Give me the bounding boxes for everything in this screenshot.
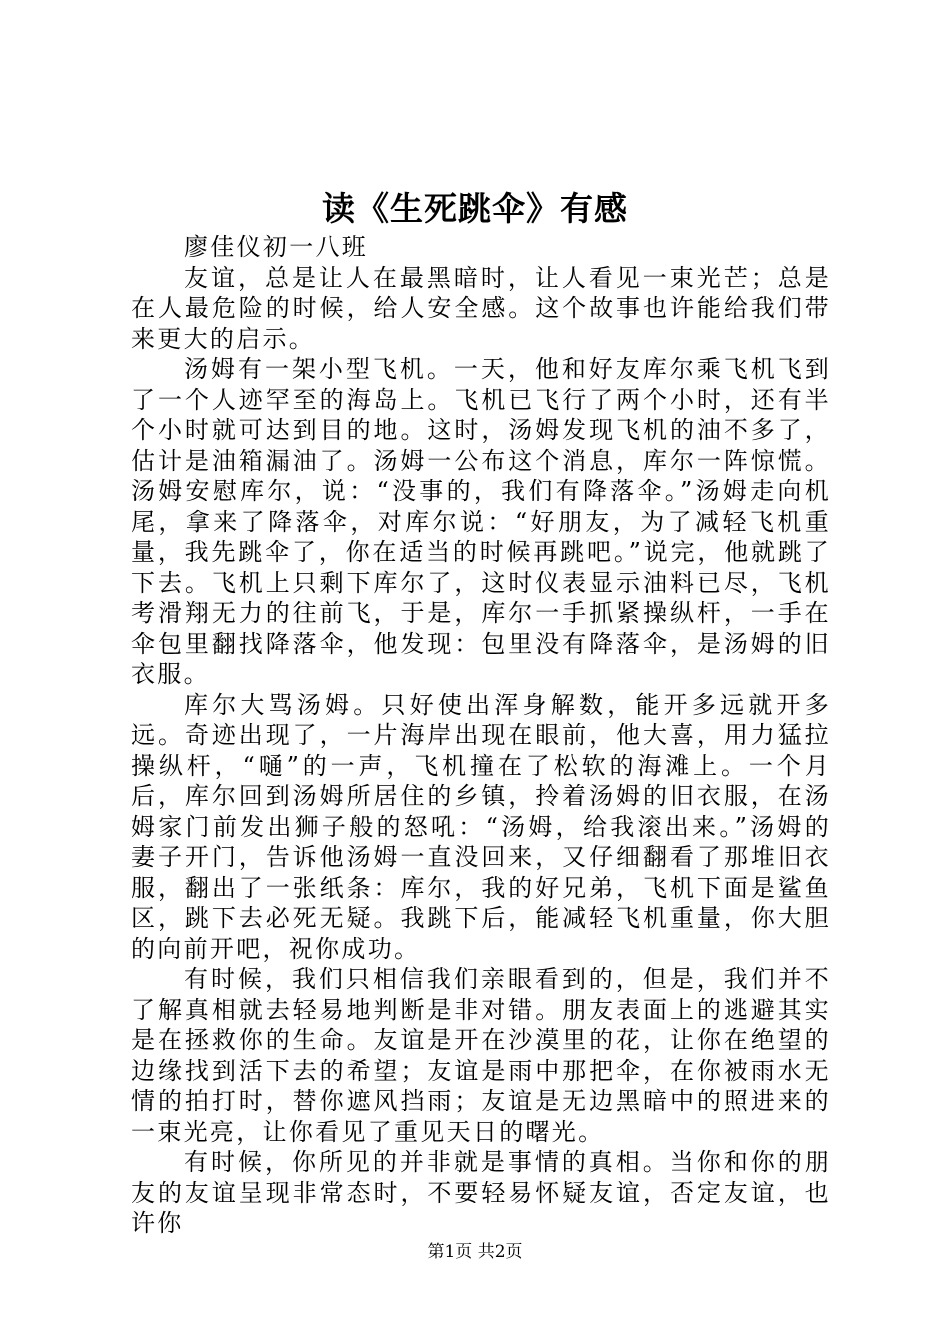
author-line: 廖佳仪初一八班 [184,233,369,261]
paragraph: 有时候，我们只相信我们亲眼看到的，但是，我们并不了解真相就去轻易地判断是非对错。朋友表面上的逃避其实是在拯救你的生命。友谊是开在沙漠里的花，让你在绝望的边缘找到活下去的希望；友谊是雨中那把伞，在你被雨水无情的拍打时，替你遮风挡雨；友谊是无边黑暗中的照进来的一束光亮，让你看见了重见天日的曙光。 [131,965,831,1146]
paragraph: 库尔大骂汤姆。只好使出浑身解数，能开多远就开多远。奇迹出现了，一片海岸出现在眼前，他大喜，用力猛拉操纵杆，“嗵”的一声，飞机撞在了松软的海滩上。一个月后，库尔回到汤姆所居住的乡镇，拎着汤姆的旧衣服，在汤姆家门前发出狮子般的怒吼：“汤姆，给我滚出来。”汤姆的妻子开门，告诉他汤姆一直没回来，又仔细翻看了那堆旧衣服，翻出了一张纸条：库尔，我的好兄弟，飞机下面是鲨鱼区，跳下去必死无疑。我跳下后，能减轻飞机重量，你大胆的向前开吧，祝你成功。 [131,690,831,963]
page-footer: 第1页 共2页 [427,1242,523,1262]
paragraph: 友谊，总是让人在最黑暗时，让人看见一束光芒；总是在人最危险的时候，给人安全感。这个故事也许能给我们带来更大的启示。 [131,263,831,353]
paragraph: 汤姆有一架小型飞机。一天，他和好友库尔乘飞机飞到了一个人迹罕至的海岛上。飞机已飞行了两个小时，还有半个小时就可达到目的地。这时，汤姆发现飞机的油不多了，估计是油箱漏油了。汤姆一公布这个消息，库尔一阵惊慌。汤姆安慰库尔，说：“没事的，我们有降落伞。”汤姆走向机尾，拿来了降落伞，对库尔说：“好朋友，为了减轻飞机重量，我先跳伞了，你在适当的时候再跳吧。”说完，他就跳了下去。飞机上只剩下库尔了，这时仪表显示油料已尽，飞机考滑翔无力的往前飞，于是，库尔一手抓紧操纵杆，一手在伞包里翻找降落伞，他发现：包里没有降落伞，是汤姆的旧衣服。 [131,355,831,688]
document-body [131,232,831,1239]
document-title: 读《生死跳伞》有感 [322,189,628,228]
paragraph: 有时候，你所见的并非就是事情的真相。当你和你的朋友的友谊呈现非常态时，不要轻易怀疑友谊，否定友谊，也许你 [131,1148,831,1237]
